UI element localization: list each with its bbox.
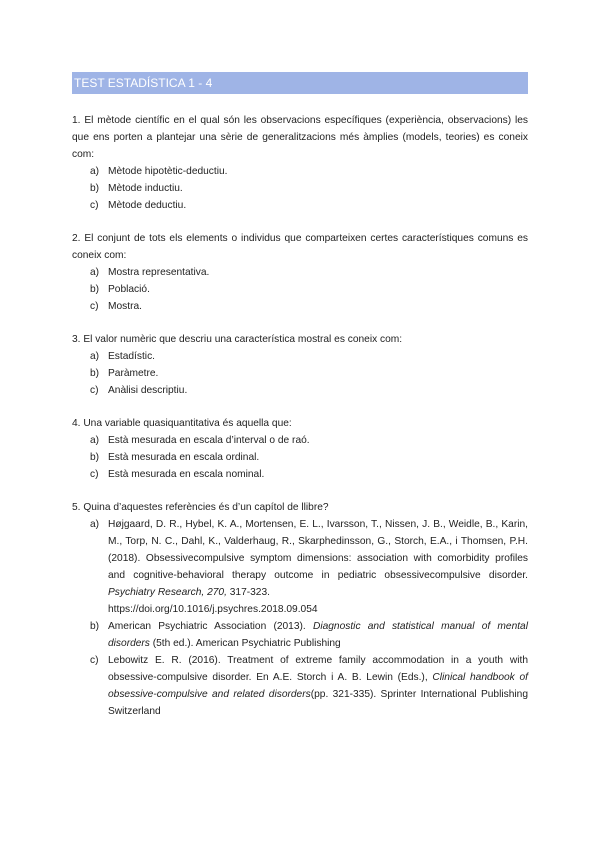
option-b: b) Mètode inductiu. [90, 183, 183, 194]
doi-link[interactable]: https://doi.org/10.1016/j.psychres.2018.09.054 [108, 604, 318, 615]
page-title: TEST ESTADÍSTICA 1 - 4 [72, 72, 528, 94]
option-a: a) Mètode hipotètic-deductiu. [90, 166, 228, 177]
question-2 [72, 230, 528, 315]
question-3 [72, 331, 528, 399]
question-stem: 5. Quina d’aquestes referències és d’un capítol de llibre? [72, 502, 329, 513]
option-c: c) Mostra. [90, 301, 142, 312]
option-b: b) Està mesurada en escala ordinal. [90, 452, 260, 463]
option-a: a) Højgaard, D. R., Hybel, K. A., Mortensen, E. L., Ivarsson, T., Nissen, J. B., Weidle, B., Karin, M., Torp, N. C., Dahl, K., Valderhaug, R., Skarphedinsson, G., Storch, E.A., i Thomsen, P.H. (2018). Obsessivecompulsive symptom dimensions: association with comorbidity profiles and cognitive-behavioral therapy outcome in pediatric obsessivecompulsive disorder. Psychiatry Research, 270, 317-323. https://doi.org/10.1016/j.psychres.2018.09.054 [90, 519, 528, 615]
option-c: c) Està mesurada en escala nominal. [90, 469, 265, 480]
question-stem: 1. El mètode científic en el qual són les observacions específiques (experiència, observacions) les que ens porten a plantejar una sèrie de generalitzacions més àmplies (models, teories) es coneix com: [72, 115, 528, 160]
questions-list [72, 112, 528, 736]
question-stem: 2. El conjunt de tots els elements o individus que comparteixen certes característiques comuns es coneix com: [72, 233, 528, 261]
option-b: b) Paràmetre. [90, 368, 159, 379]
question-stem: 3. El valor numèric que descriu una característica mostral es coneix com: [72, 334, 403, 345]
question-5 [72, 499, 528, 720]
option-b: b) American Psychiatric Association (2013). Diagnostic and statistical manual of mental disorders (5th ed.). American Psychiatric Publishing [90, 621, 528, 649]
option-a: a) Estadístic. [90, 351, 155, 362]
question-stem: 4. Una variable quasiquantitativa és aquella que: [72, 418, 292, 429]
option-a: a) Mostra representativa. [90, 267, 210, 278]
option-c: c) Anàlisi descriptiu. [90, 385, 188, 396]
option-a: a) Està mesurada en escala d’interval o de raó. [90, 435, 310, 446]
option-c: c) Mètode deductiu. [90, 200, 187, 211]
option-b: b) Població. [90, 284, 150, 295]
option-c: c) Lebowitz E. R. (2016). Treatment of extreme family accommodation in a youth with obsessive-compulsive disorder. En A.E. Storch i A. B. Lewin (Eds.), Clinical handbook of obsessive-compulsive and related disorders(pp. 321-335). Sprinter International Publishing Switzerland [90, 655, 528, 717]
question-4 [72, 415, 528, 483]
question-1 [72, 112, 528, 214]
